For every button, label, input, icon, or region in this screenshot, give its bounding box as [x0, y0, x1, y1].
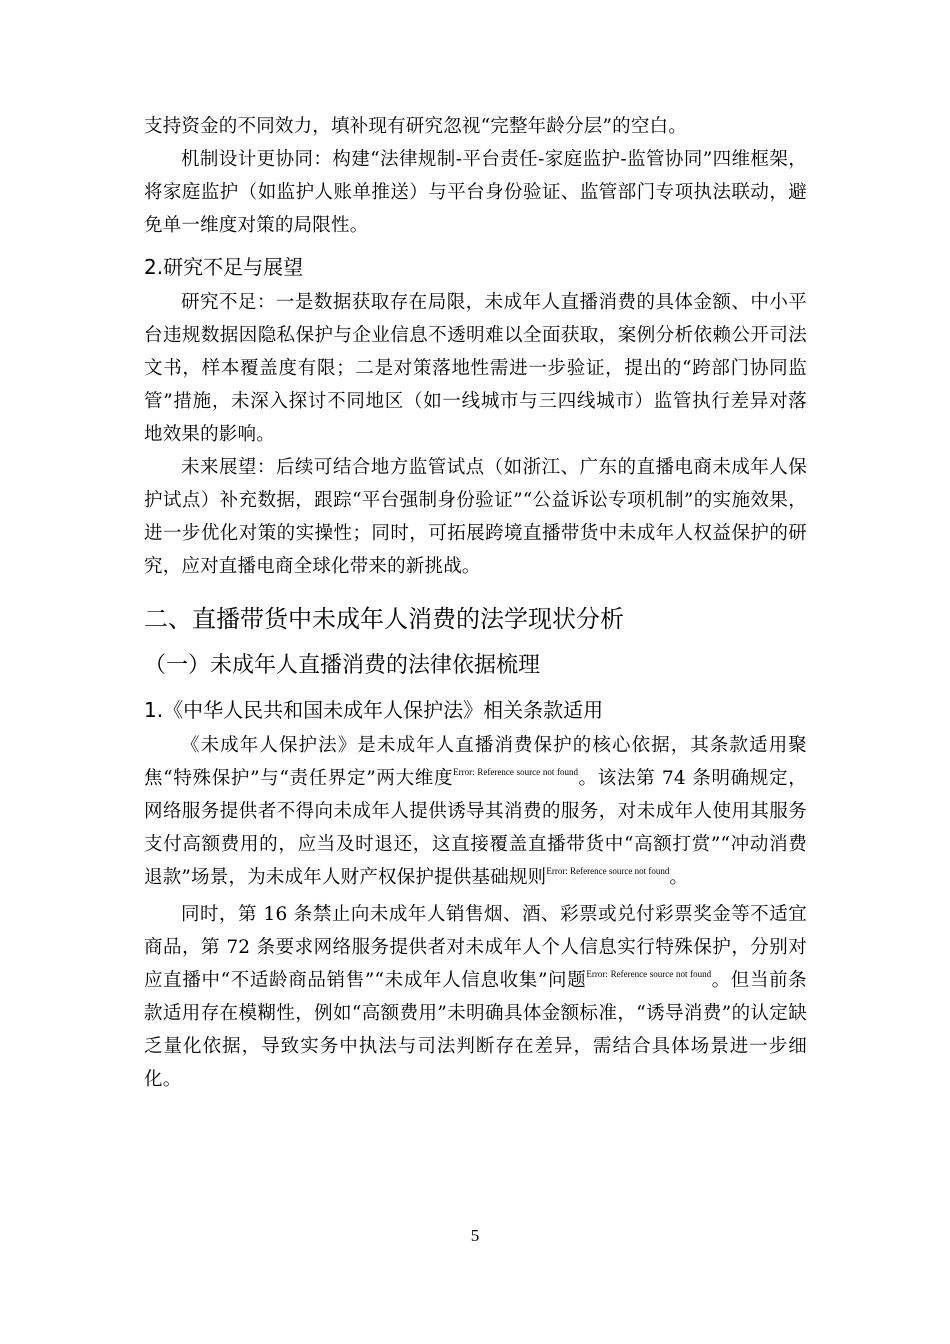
paragraph-text: 。但当前条款适用存在模糊性，例如“高额费用”未明确具体金额标准，“诱导消费”的认定缺乏量化依据，导致实务中执法与司法判断存在差异，需结合具体场景进一步细化。	[144, 970, 807, 1090]
paragraph-future-outlook: 未来展望：后续可结合地方监管试点（如浙江、广东的直播电商未成年人保护试点）补充数据，跟踪“平台强制身份验证”“公益诉讼专项机制”的实施效果，进一步优化对策的实操性；同时，可拓展跨境直播带货中未成年人权益保护的研究，应对直播电商全球化带来的新挑战。	[144, 457, 807, 577]
reference-error-note: Error: Reference source not found	[453, 767, 579, 777]
chapter-heading: 二、直播带货中未成年人消费的法学现状分析	[144, 605, 624, 633]
section-heading: （一）未成年人直播消费的法律依据梳理	[144, 653, 541, 678]
page-number: 5	[470, 1226, 480, 1245]
paragraph-text: 。该法第 74 条明确规定，网络服务提供者不得向未成年人提供诱导其消费的服务，对未成年人使用其服务支付高额费用的，应当及时退还，这直接覆盖直播带货中“高额打赏”“冲动消费退款”场景，为未成年人财产权保护提供基础规则	[144, 768, 807, 888]
paragraph-article-provisions	[144, 898, 807, 1096]
paragraph-text: 。	[669, 867, 689, 888]
reference-error-note: Error: Reference source not found	[586, 969, 712, 979]
reference-error-note: Error: Reference source not found	[546, 866, 670, 876]
item-heading: 1.《中华人民共和国未成年人保护法》相关条款适用	[144, 698, 604, 722]
heading-study-limitations: 2.研究不足与展望	[144, 255, 304, 279]
paragraph-text: 《未成年人保护法》是未成年人直播消费保护的核心依据，其条款适用聚焦“特殊保护”与“责任界定”两大维度	[144, 735, 807, 789]
paragraph-minor-protection-law	[144, 729, 807, 894]
paragraph-research-limitations: 研究不足：一是数据获取存在局限，未成年人直播消费的具体金额、中小平台违规数据因隐私保护与企业信息不透明难以全面获取，案例分析依赖公开司法文书，样本覆盖度有限；二是对策落地性需进一步验证，提出的“跨部门协同监管”措施，未深入探讨不同地区（如一线城市与三四线城市）监管执行差异对落地效果的影响。	[144, 292, 807, 445]
paragraph-continuation: 支持资金的不同效力，填补现有研究忽视“完整年龄分层”的空白。	[144, 116, 687, 137]
paragraph-text: 同时，第 16 条禁止向未成年人销售烟、酒、彩票或兑付彩票奖金等不适宜商品，第 72 条要求网络服务提供者对未成年人个人信息实行特殊保护，分别对应直播中“不适龄商品销售”“未成年人信息收集”问题	[144, 904, 807, 991]
paragraph-mechanism-design: 机制设计更协同：构建“法律规制-平台责任-家庭监护-监管协同”四维框架，将家庭监护（如监护人账单推送）与平台身份验证、监管部门专项执法联动，避免单一维度对策的局限性。	[144, 149, 807, 236]
